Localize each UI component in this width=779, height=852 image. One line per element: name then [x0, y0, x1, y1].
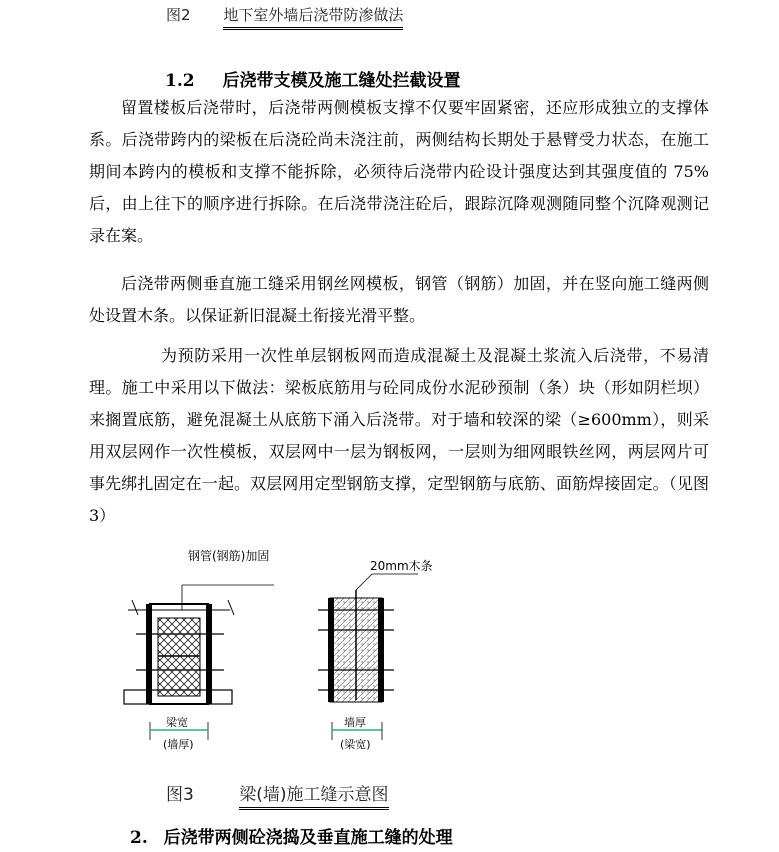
- right-dim-top-label: 墙厚: [344, 716, 366, 729]
- left-dim-bottom-label: (墙厚): [163, 738, 194, 751]
- figure-3-caption: [166, 780, 389, 810]
- paragraph-2: 后浇带两侧垂直施工缝采用钢丝网模板，钢管（钢筋）加固，并在竖向施工缝两侧处设置木条。以保证新旧混凝土衔接光滑平整。: [89, 274, 709, 325]
- section-title: 后浇带支模及施工缝处拦截设置: [222, 71, 461, 91]
- section-heading-2: [130, 823, 453, 848]
- figure-2-title: 地下室外墙后浇带防渗做法: [223, 4, 403, 30]
- figure-2-caption: [166, 4, 403, 30]
- left-callout-label: 钢管(钢筋)加固: [188, 549, 270, 563]
- section-heading-1-2: [165, 66, 461, 91]
- section-number: 2.: [130, 828, 148, 848]
- left-dim-top-label: 梁宽: [166, 716, 188, 729]
- right-callout-label: 20mm木条: [370, 559, 433, 573]
- figure-3-title: 梁(墙)施工缝示意图: [239, 780, 388, 810]
- figure-3-diagram: [0, 540, 779, 800]
- right-wall-section: [318, 558, 433, 751]
- figure-3-number: 图3: [166, 785, 194, 805]
- paragraph-3: 为预防采用一次性单层钢板网而造成混凝土及混凝土浆流入后浇带，不易清理。施工中采用以下做法：梁板底筋用与砼同成份水泥砂预制（条）块（形如阴栏坝）来搁置底筋，避免混凝土从底筋下涌入后浇带。对于墙和较深的梁（≥600mm），则采用双层网作一次性模板，双层网中一层为钢板网，一层则为细网眼铁丝网，两层网片可事先绑扎固定在一起。双层网用定型钢筋支撑，定型钢筋与底筋、面筋焊接固定。（见图 3）: [89, 346, 709, 525]
- figure-2-number: 图2: [166, 6, 191, 24]
- section-number: 1.2: [165, 71, 195, 91]
- left-beam-section: [124, 548, 274, 751]
- right-dim-bottom-label: (梁宽): [340, 738, 371, 751]
- section-title: 后浇带两侧砼浇捣及垂直施工缝的处理: [163, 828, 453, 848]
- paragraph-1: 留置楼板后浇带时，后浇带两侧模板支撑不仅要牢固紧密，还应形成独立的支撑体系。后浇带跨内的梁板在后浇砼尚未浇注前，两侧结构长期处于悬臂受力状态，在施工期间本跨内的模板和支撑不能拆除，必须待后浇带内砼设计强度达到其强度值的 75%后，由上往下的顺序进行拆除。在后浇带浇注砼后，跟踪沉降观测随同整个沉降观测记录在案。: [89, 98, 709, 245]
